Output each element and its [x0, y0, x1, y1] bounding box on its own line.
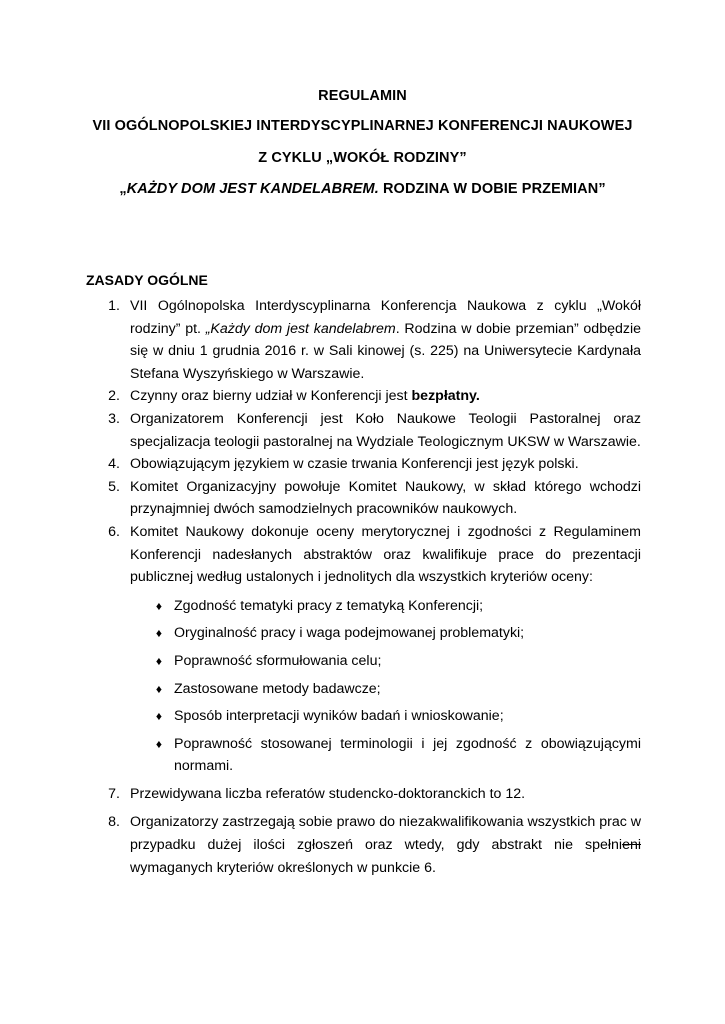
diamond-bullet-icon: ♦: [155, 626, 162, 641]
doc-title-series: Z CYKLU „WOKÓŁ RODZINY”: [258, 150, 467, 166]
rule-item-3: [86, 408, 641, 453]
rule-text: Przewidywana liczba referatów studencko-doktoranckich to 12.: [130, 785, 526, 802]
criteria-item: ♦ Poprawność stosowanej terminologii i jej zgodność z obowiązującymi normami.: [86, 733, 641, 778]
rule-item-2: [86, 385, 641, 408]
rule-number: 5.: [108, 478, 120, 495]
doc-title-theme: [60, 181, 665, 197]
rule-item-4: [86, 453, 641, 476]
diamond-bullet-icon: ♦: [155, 653, 162, 668]
diamond-bullet-icon: ♦: [155, 736, 162, 751]
criteria-item: ♦ Zastosowane metody badawcze;: [86, 678, 641, 701]
rule-text: Obowiązującym językiem w czasie trwania Konferencji jest język polski.: [130, 456, 579, 473]
diamond-bullet-icon: ♦: [155, 709, 162, 724]
criteria-item: ♦ Zgodność tematyki pracy z tematyką Konferencji;: [86, 595, 641, 618]
diamond-bullet-icon: ♦: [155, 681, 162, 696]
theme-rest: RODZINA W DOBIE PRZEMIAN”: [378, 181, 606, 197]
theme-quote-open: „: [119, 181, 127, 197]
rule-text: Organizatorem Konferencji jest Koło Naukowe Teologii Pastoralnej oraz specjalizacja teologii pastoralnej na Wydziale Teologicznym UKSW w Warszawie.: [130, 410, 641, 450]
rules-list: [86, 295, 641, 879]
criteria-item: ♦ Poprawność sformułowania celu;: [86, 650, 641, 673]
doc-title-regulamin: REGULAMIN: [318, 88, 407, 104]
criteria-list: [86, 595, 641, 778]
rule-text: Komitet Naukowy dokonuje oceny merytorycznej i zgodności z Regulaminem Konferencji nadesłanych abstraktów oraz kwalifikuje prace do prezentacji publicznej według ustalonych i jednolitych dla wszystkich kryteriów oceny:: [130, 523, 641, 586]
theme-italic: KAŻDY DOM JEST KANDELABREM.: [126, 181, 379, 197]
doc-title-conference: VII OGÓLNOPOLSKIEJ INTERDYSCYPLINARNEJ KONFERENCJI NAUKOWEJ: [92, 118, 633, 134]
rule-text: Komitet Organizacyjny powołuje Komitet Naukowy, w skład którego wchodzi przynajmniej dwóch samodzielnych pracowników naukowych.: [130, 478, 641, 518]
rule-item-7: [86, 783, 641, 806]
rule-text: Organizatorzy zastrzegają sobie prawo do niezakwalifikowania wszystkich prac w przypadku dużej ilości zgłoszeń oraz wtedy, gdy abstrakt nie spełnieni wymaganych kryteriów określonych w punkcie 6.: [130, 814, 641, 876]
rule-item-1: [86, 295, 641, 385]
rule-text: VII Ogólnopolska Interdyscyplinarna Konferencja Naukowa z cyklu „Wokół rodziny” pt. „Każdy dom jest kandelabrem. Rodzina w dobie przemian” odbędzie się w dniu 1 grudnia 2016 r. w Sali kinowej (s. 225) na Uniwersytecie Kardynała Stefana Wyszyńskiego w Warszawie.: [130, 298, 642, 382]
rule-number: 1.: [108, 298, 120, 314]
criteria-item: ♦ Sposób interpretacji wyników badań i wnioskowanie;: [86, 705, 641, 728]
rule-number: 2.: [108, 388, 120, 405]
rule-number: 7.: [108, 785, 120, 802]
rule-number: 4.: [108, 456, 120, 473]
rule-number: 3.: [108, 410, 120, 427]
rule-item-6: [86, 521, 641, 589]
diamond-bullet-icon: ♦: [155, 598, 162, 613]
rule-text: Czynny oraz bierny udział w Konferencji jest bezpłatny.: [130, 388, 480, 405]
rule-number: 6.: [108, 523, 120, 540]
section-heading: ZASADY OGÓLNE: [86, 272, 208, 288]
struck-text: eni: [622, 837, 641, 854]
criteria-item: ♦ Oryginalność pracy i waga podejmowanej problematyki;: [86, 622, 641, 645]
rule-item-5: [86, 476, 641, 521]
rule-number: 8.: [108, 814, 120, 831]
rule-item-8: [86, 811, 641, 879]
